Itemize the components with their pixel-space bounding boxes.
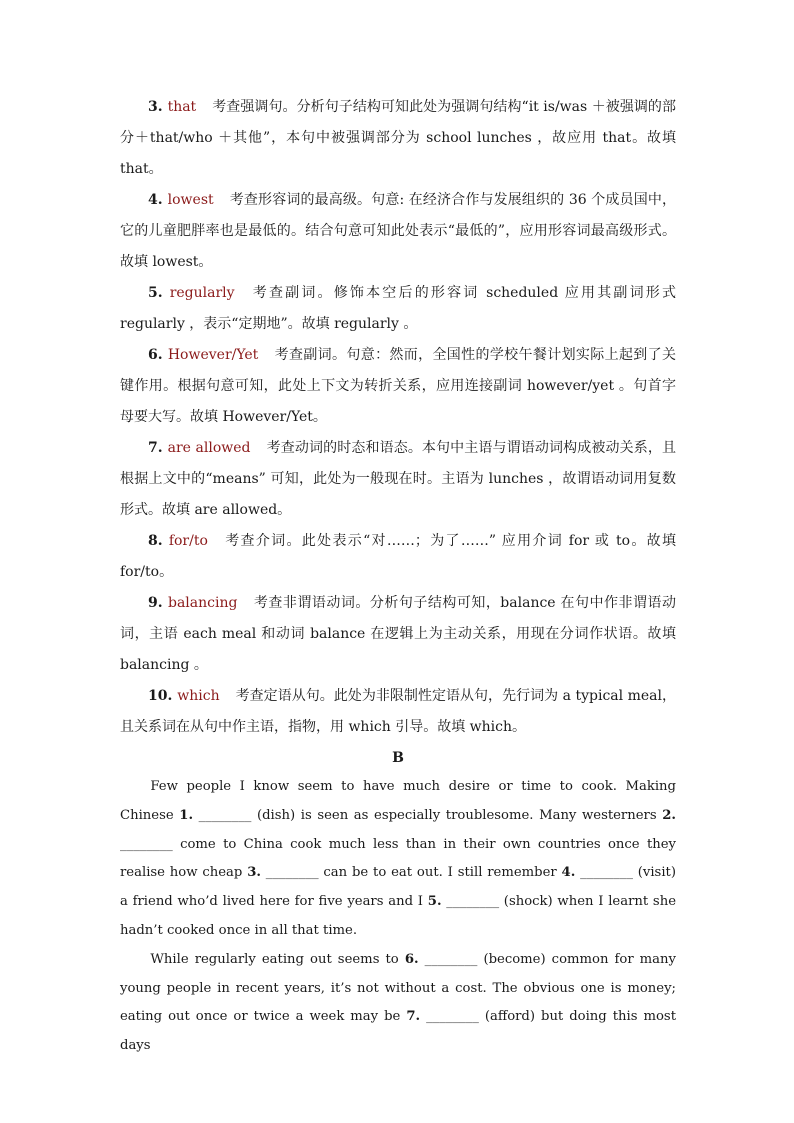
passage-text: ________ (dish) is seen as especially troublesome. Many westerners <box>193 807 663 823</box>
passage-text: ________ (visit) a friend who’d lived here for five years and I <box>120 865 676 910</box>
answer-explanation: 考查副词。句意：然而，全国性的学校午餐计划实际上起到了关键作用。根据句意可知，此处上下文为转折关系，应用连接副词 however/yet 。句首字母要大写。故填 However/Yet。 <box>120 347 676 425</box>
blank-number: 6. <box>404 951 419 967</box>
answer-item <box>120 278 676 340</box>
answer-list <box>120 92 676 743</box>
answer-key: are allowed <box>167 440 251 456</box>
passage-text: ________ can be to eat out. I still remember <box>260 865 562 881</box>
answer-item <box>120 92 676 185</box>
section-title: B <box>392 750 404 766</box>
answer-key: However/Yet <box>167 347 259 363</box>
answer-key: which <box>177 688 220 704</box>
answer-number: 3. <box>148 99 168 115</box>
blank-number: 7. <box>406 1009 421 1025</box>
answer-key: lowest <box>167 192 214 208</box>
answer-explanation: 考查强调句。分析句子结构可知此处为强调句结构“it is/was ＋被强调的部分＋that/who ＋其他”，本句中被强调部分为 school lunches ，故应用 that。故填 that。 <box>120 99 676 177</box>
answer-key: that <box>167 99 197 115</box>
blank-number: 1. <box>179 807 194 823</box>
answer-explanation: 考查形容词的最高级。句意: 在经济合作与发展组织的 36 个成员国中，它的儿童肥胖率也是最低的。结合句意可知此处表示“最低的”，应用形容词最高级形式。故填 lowest。 <box>120 192 676 270</box>
answer-item <box>120 340 676 433</box>
answer-explanation: 考查定语从句。此处为非限制性定语从句，先行词为 a typical meal，且关系词在从句中作主语，指物，用 which 引导。故填 which。 <box>120 688 676 735</box>
passage-text: Few people I know seem to have much desire or time to cook. Making Chinese <box>120 779 676 823</box>
passage-text: ________ (afford) but doing this most days <box>120 1009 676 1054</box>
answer-item <box>120 681 676 743</box>
answer-number: 7. <box>148 440 168 456</box>
blank-number: 2. <box>662 807 676 823</box>
answer-key: regularly <box>169 285 235 301</box>
answer-number: 10. <box>148 688 178 704</box>
passage-text: ________ (become) common for many young people in recent years, it’s not without a cost. The obvious one is money; eating out once or twice a week may be <box>120 951 676 1025</box>
passage-text: While regularly eating out seems to <box>150 951 405 967</box>
answer-explanation: 考查介词。此处表示“对……；为了……” 应用介词 for 或 to。故填 for/to。 <box>120 533 676 580</box>
answer-number: 5. <box>148 285 170 301</box>
answer-explanation: 考查动词的时态和语态。本句中主语与谓语动词构成被动关系，且根据上文中的“means” 可知，此处为一般现在时。主语为 lunches ，故谓语动词用复数形式。故填 are allowed。 <box>120 440 676 518</box>
answer-explanation: 考查副词。修饰本空后的形容词 scheduled 应用其副词形式 regularly ，表示“定期地”。故填 regularly 。 <box>120 285 676 332</box>
answer-number: 9. <box>148 595 168 611</box>
answer-number: 8. <box>148 533 169 549</box>
document-page <box>120 92 676 1061</box>
passage-text: ________ come to China cook much less than in their own countries once they realise how cheap <box>120 836 676 881</box>
passage <box>120 773 676 1061</box>
blank-number: 4. <box>561 865 576 881</box>
answer-item <box>120 526 676 588</box>
answer-number: 6. <box>148 347 168 363</box>
answer-explanation: 考查非谓语动词。分析句子结构可知，balance 在句中作非谓语动词，主语 each meal 和动词 balance 在逻辑上为主动关系，用现在分词作状语。故填 balancing 。 <box>120 595 676 673</box>
passage-paragraph <box>120 946 676 1061</box>
answer-key: for/to <box>168 533 208 549</box>
passage-paragraph <box>120 773 676 946</box>
answer-item <box>120 433 676 526</box>
passage-text: ________ (shock) when I learnt she hadn’t cooked once in all that time. <box>120 894 676 938</box>
blank-number: 5. <box>427 894 442 910</box>
answer-item <box>120 588 676 681</box>
answer-key: balancing <box>167 595 238 611</box>
blank-number: 3. <box>247 865 261 881</box>
answer-item <box>120 185 676 278</box>
answer-number: 4. <box>148 192 168 208</box>
